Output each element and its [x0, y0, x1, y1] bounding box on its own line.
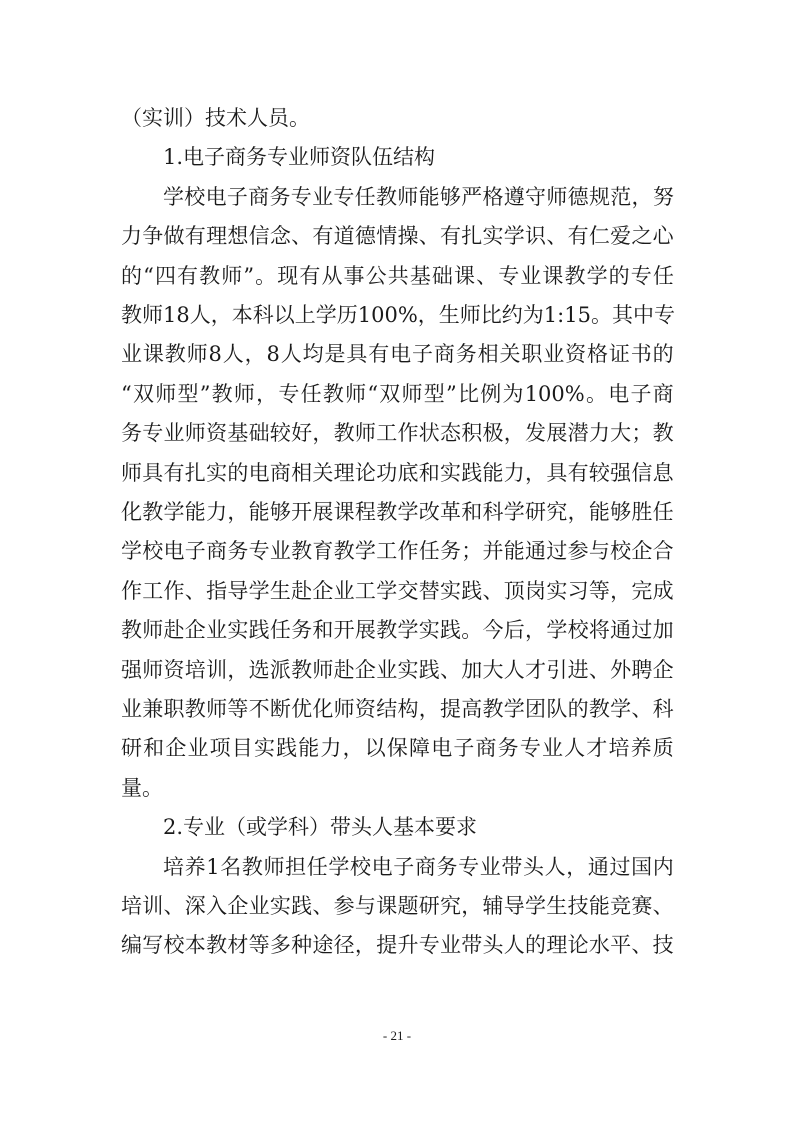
- text-line: 力 争 做 有 理 想 信 念 、 有 道 德 情 操 、 有 扎 实 学 识 、 有 仁 爱 之 心: [121, 224, 674, 249]
- text-line: 培 养 1 名 教 师 担 任 学 校 电 子 商 务 专 业 带 头 人 ， 通 过 国 内: [163, 854, 674, 879]
- text-line: 1.电子商务专业师资队伍结构: [163, 145, 436, 170]
- text-line: 2.专业（或学科）带头人基本要求: [163, 815, 478, 840]
- text-line: 培 训 、 深 入 企 业 实 践 、 参 与 课 题 研 究 ， 辅 导 学 生 技 能 竞 赛 、: [121, 894, 674, 918]
- text-line: 业 课 教 师 8 人 ， 8 人 均 是 具 有 电 子 商 务 相 关 职 业 资 格 证 书 的: [121, 342, 674, 367]
- text-line: 化 教 学 能 力 ， 能 够 开 展 课 程 教 学 改 革 和 科 学 研 究 ， 能 够 胜 任: [121, 500, 674, 524]
- text-line: “ 双 师 型 ” 教 师 ， 专 任 教 师 “ 双 师 型 ” 比 例 为 100% 。 电 子 商: [121, 381, 674, 406]
- text-line: （实训）技术人员。: [121, 106, 310, 130]
- text-line: 学 校 电 子 商 务 专 业 专 任 教 师 能 够 严 格 遵 守 师 德 规 范 ， 努: [163, 184, 674, 209]
- text-line: 师 具 有 扎 实 的 电 商 相 关 理 论 功 底 和 实 践 能 力 ， 具 有 较 强 信 息: [121, 460, 674, 485]
- text-line: 作 工 作 、 指 导 学 生 赴 企 业 工 学 交 替 实 践 、 顶 岗 实 习 等 ， 完 成: [121, 578, 674, 603]
- text-line: 研 和 企 业 项 目 实 践 能 力 ， 以 保 障 电 子 商 务 专 业 人 才 培 养 质: [121, 736, 674, 761]
- text-line: 量。: [121, 775, 163, 800]
- text-line: 学 校 电 子 商 务 专 业 教 育 教 学 工 作 任 务 ； 并 能 通 过 参 与 校 企 合: [121, 539, 674, 564]
- text-line: 务 专 业 师 资 基 础 较 好 ， 教 师 工 作 状 态 积 极 ， 发 展 潜 力 大 ； 教: [121, 421, 674, 446]
- text-line: 编 写 校 本 教 材 等 多 种 途 径 ， 提 升 专 业 带 头 人 的 理 论 水 平 、 技: [121, 933, 674, 958]
- text-line: 教 师 18 人 ， 本 科 以 上 学 历 100% ， 生 师 比 约 为 1:15 。 其 中 专: [121, 303, 675, 327]
- text-line: 业 兼 职 教 师 等 不 断 优 化 师 资 结 构 ， 提 高 教 学 团 队 的 教 学 、 科: [121, 697, 674, 721]
- text-line: 的 “ 四 有 教 师 ” 。 现 有 从 事 公 共 基 础 课 、 专 业 课 教 学 的 专 任: [121, 263, 674, 288]
- text-line: 强 师 资 培 训 ， 选 派 教 师 赴 企 业 实 践 、 加 大 人 才 引 进 、 外 聘 企: [121, 657, 674, 682]
- text-line: 教 师 赴 企 业 实 践 任 务 和 开 展 教 学 实 践 。 今 后 ， 学 校 将 通 过 加: [121, 618, 674, 643]
- page-number: - 21 -: [382, 1028, 412, 1043]
